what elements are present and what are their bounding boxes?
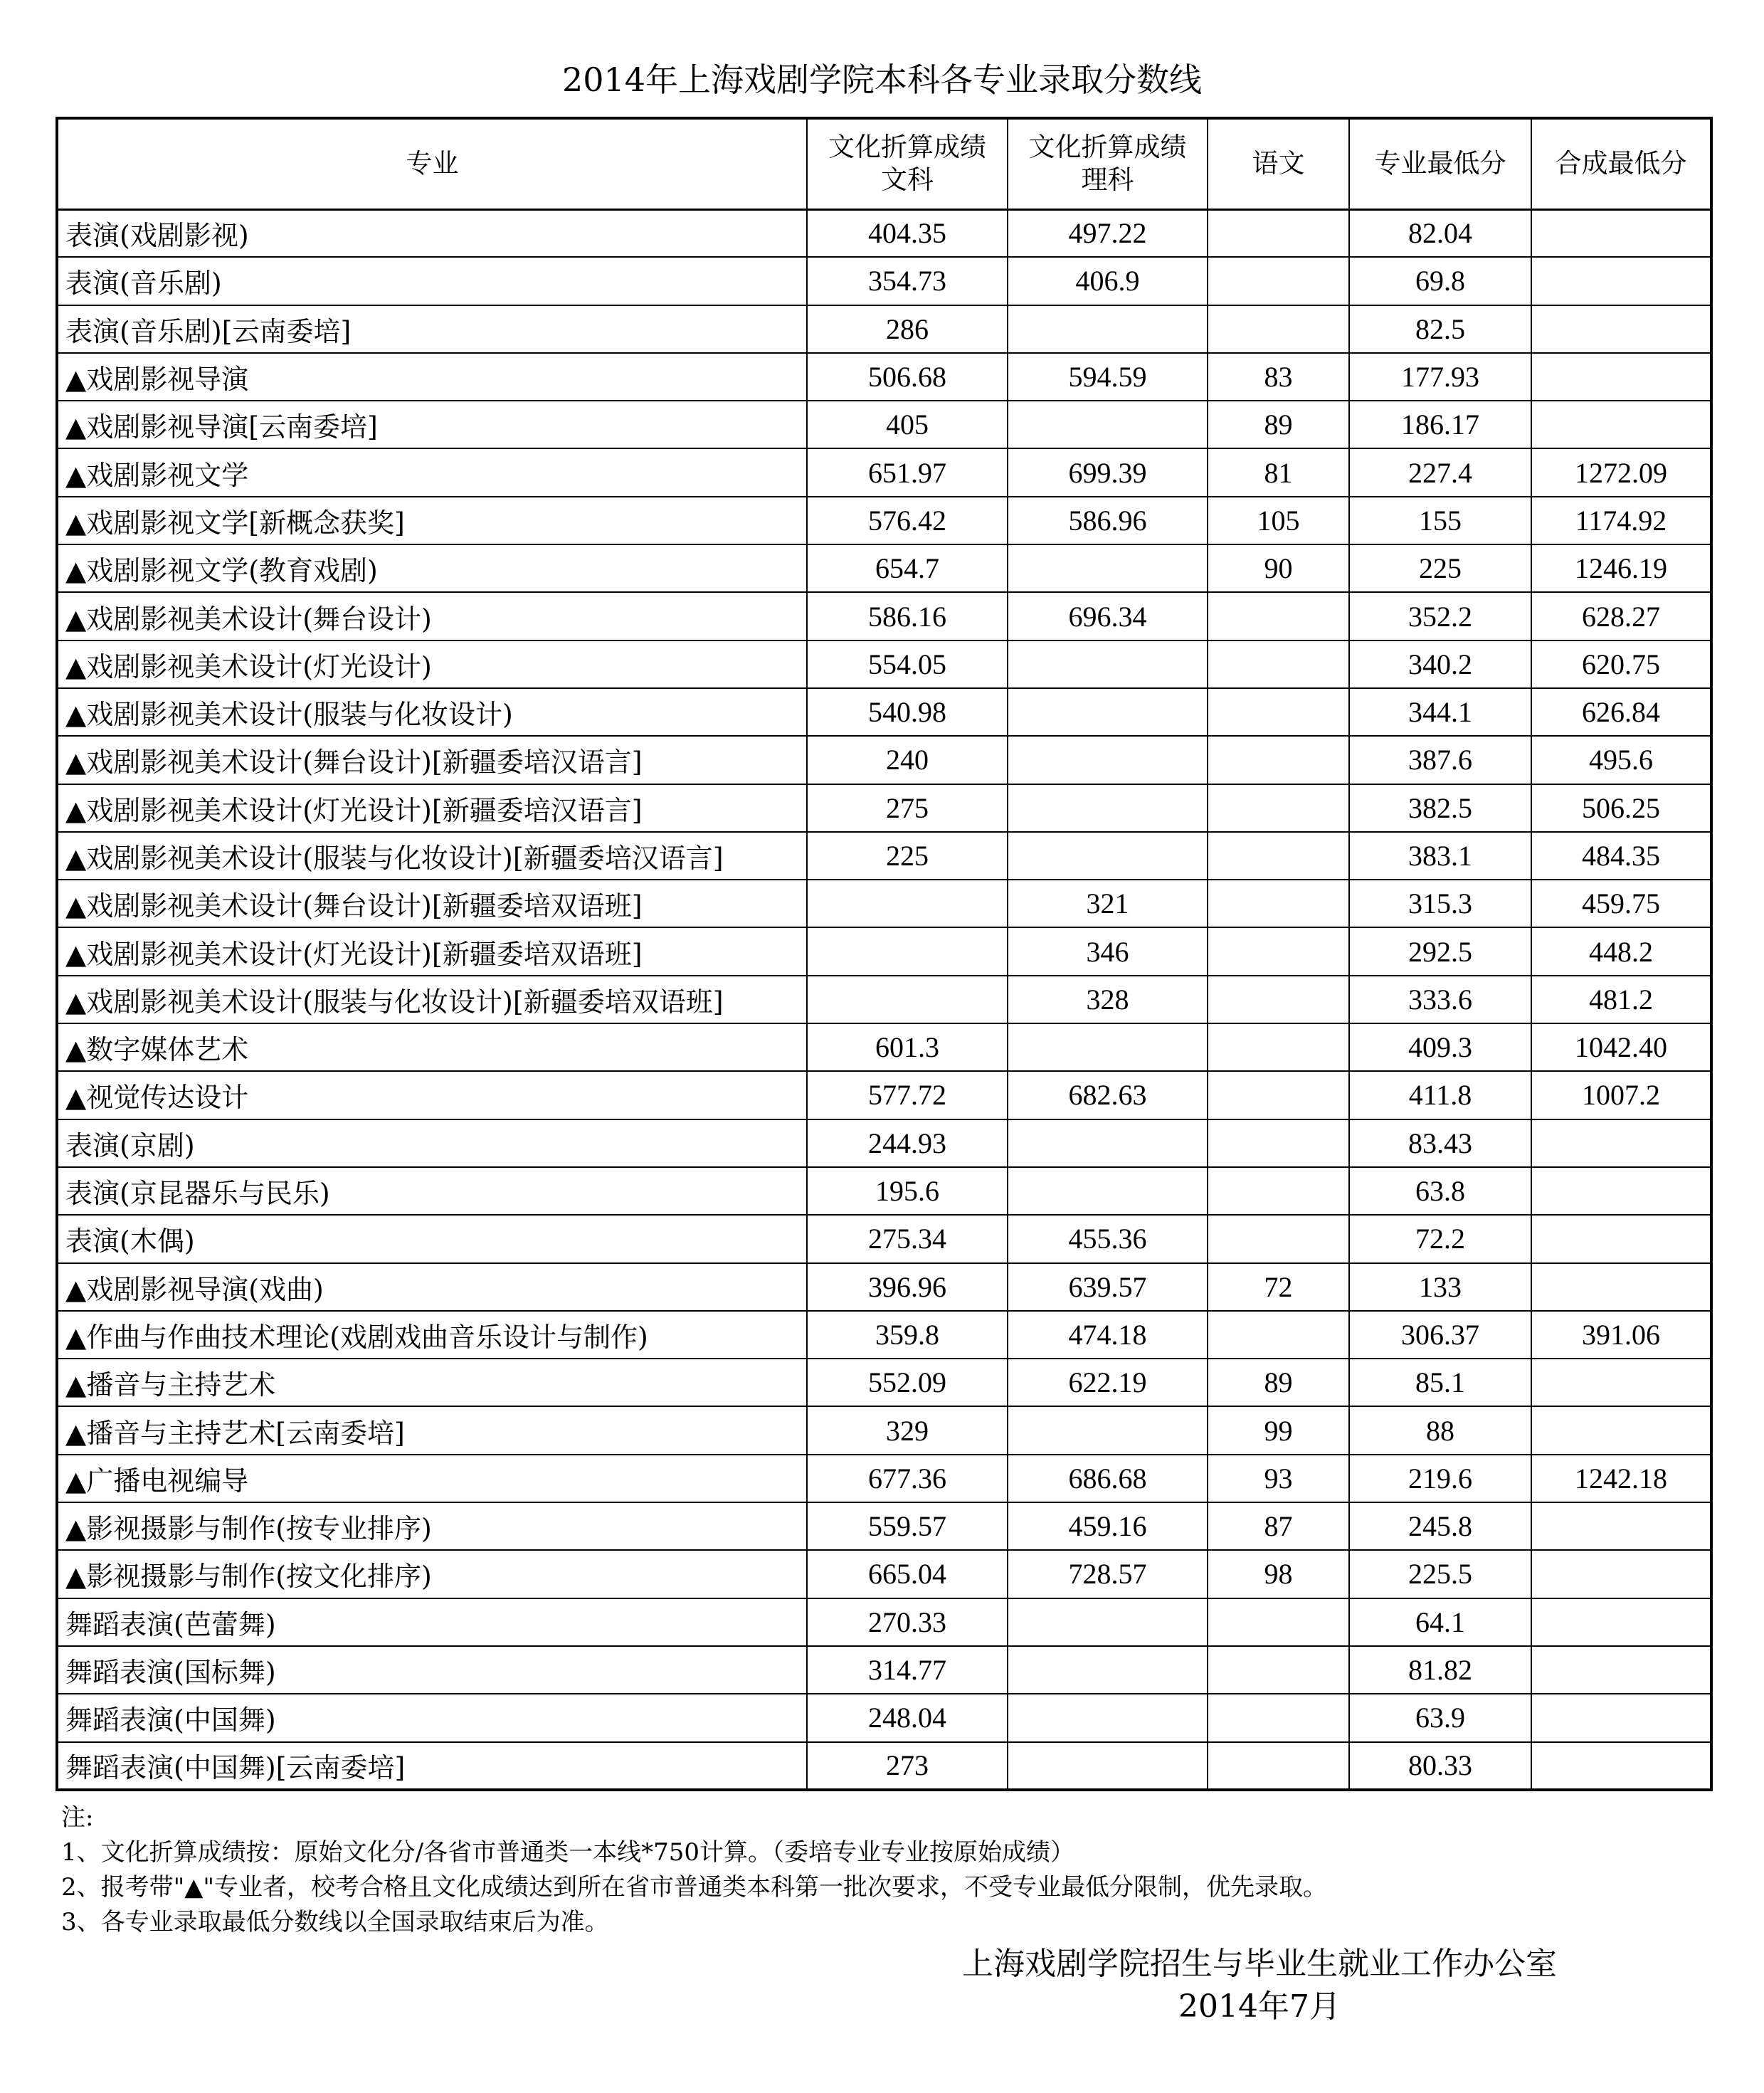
major-cell: ▲播音与主持艺术[云南委培] [57, 1406, 807, 1454]
major-cell: 表演(音乐剧) [57, 257, 807, 305]
chinese-cell: 81 [1208, 448, 1349, 496]
culture-arts-cell: 540.98 [807, 688, 1008, 736]
table-row [57, 1119, 1711, 1167]
chinese-cell: 89 [1208, 401, 1349, 448]
culture-arts-cell [807, 927, 1008, 975]
table-row [57, 257, 1711, 305]
culture-arts-cell: 275 [807, 784, 1008, 832]
culture-science-cell: 699.39 [1008, 448, 1208, 496]
chinese-cell [1208, 209, 1349, 257]
major-cell: ▲戏剧影视导演[云南委培] [57, 401, 807, 448]
culture-science-cell: 497.22 [1008, 209, 1208, 257]
culture-arts-cell: 286 [807, 305, 1008, 353]
culture-science-cell [1008, 1742, 1208, 1790]
major-min-cell: 352.2 [1349, 592, 1531, 640]
major-cell: ▲戏剧影视美术设计(灯光设计)[新疆委培双语班] [57, 927, 807, 975]
chinese-cell [1208, 1598, 1349, 1646]
culture-arts-cell: 405 [807, 401, 1008, 448]
note-item-2: 2、报考带"▲"专业者，校考合格且文化成绩达到所在省市普通类本科第一批次要求，不受专业最低分限制，优先录取。 [61, 1873, 1328, 1902]
culture-arts-cell: 586.16 [807, 592, 1008, 640]
major-cell: 舞蹈表演(芭蕾舞) [57, 1598, 807, 1646]
major-min-cell: 315.3 [1349, 880, 1531, 927]
table-row [57, 544, 1711, 592]
culture-arts-cell [807, 880, 1008, 927]
table-row [57, 1263, 1711, 1311]
notes-heading: 注: [61, 1803, 94, 1832]
major-min-cell: 80.33 [1349, 1742, 1531, 1790]
culture-science-cell: 328 [1008, 976, 1208, 1023]
chinese-cell [1208, 640, 1349, 688]
major-cell: ▲戏剧影视文学 [57, 448, 807, 496]
chinese-cell [1208, 880, 1349, 927]
combined-min-cell [1531, 1406, 1711, 1454]
chinese-cell [1208, 736, 1349, 784]
major-min-cell: 186.17 [1349, 401, 1531, 448]
culture-science-cell [1008, 1646, 1208, 1694]
culture-arts-cell: 270.33 [807, 1598, 1008, 1646]
culture-arts-cell: 404.35 [807, 209, 1008, 257]
combined-min-cell [1531, 1119, 1711, 1167]
combined-min-cell: 626.84 [1531, 688, 1711, 736]
major-cell: ▲戏剧影视文学(教育戏剧) [57, 544, 807, 592]
culture-science-cell: 459.16 [1008, 1502, 1208, 1550]
table-row [57, 1455, 1711, 1502]
culture-science-cell: 455.36 [1008, 1215, 1208, 1262]
culture-arts-cell [807, 976, 1008, 1023]
major-min-cell: 225 [1349, 544, 1531, 592]
chinese-cell [1208, 784, 1349, 832]
combined-min-cell [1531, 305, 1711, 353]
culture-arts-cell: 506.68 [807, 353, 1008, 401]
chinese-cell [1208, 927, 1349, 975]
major-min-cell: 292.5 [1349, 927, 1531, 975]
culture-arts-cell: 654.7 [807, 544, 1008, 592]
combined-min-cell [1531, 1694, 1711, 1741]
major-cell: ▲戏剧影视美术设计(灯光设计)[新疆委培汉语言] [57, 784, 807, 832]
culture-arts-cell: 244.93 [807, 1119, 1008, 1167]
table-row [57, 1598, 1711, 1646]
combined-min-cell [1531, 1598, 1711, 1646]
culture-arts-cell: 248.04 [807, 1694, 1008, 1741]
major-cell: ▲戏剧影视美术设计(服装与化妆设计)[新疆委培双语班] [57, 976, 807, 1023]
chinese-cell: 83 [1208, 353, 1349, 401]
culture-arts-cell: 314.77 [807, 1646, 1008, 1694]
major-min-cell: 83.43 [1349, 1119, 1531, 1167]
combined-min-cell: 481.2 [1531, 976, 1711, 1023]
table-row [57, 353, 1711, 401]
culture-science-cell [1008, 305, 1208, 353]
major-min-cell: 344.1 [1349, 688, 1531, 736]
culture-arts-cell: 273 [807, 1742, 1008, 1790]
combined-min-cell [1531, 1502, 1711, 1550]
issuer-block [918, 1943, 1601, 2028]
culture-science-cell [1008, 1406, 1208, 1454]
major-min-cell: 155 [1349, 497, 1531, 544]
table-row [57, 1550, 1711, 1598]
major-cell: 舞蹈表演(中国舞) [57, 1694, 807, 1741]
culture-science-cell: 406.9 [1008, 257, 1208, 305]
chinese-cell [1208, 1167, 1349, 1215]
major-cell: ▲戏剧影视导演 [57, 353, 807, 401]
culture-science-cell: 686.68 [1008, 1455, 1208, 1502]
combined-min-cell [1531, 1215, 1711, 1262]
header-culture-science: 文化折算成绩 理科 [1008, 118, 1208, 209]
culture-science-cell [1008, 736, 1208, 784]
major-min-cell: 245.8 [1349, 1502, 1531, 1550]
table-row [57, 736, 1711, 784]
major-cell: ▲戏剧影视美术设计(灯光设计) [57, 640, 807, 688]
combined-min-cell: 506.25 [1531, 784, 1711, 832]
culture-arts-cell: 329 [807, 1406, 1008, 1454]
major-min-cell: 133 [1349, 1263, 1531, 1311]
culture-science-cell: 682.63 [1008, 1071, 1208, 1119]
major-min-cell: 85.1 [1349, 1359, 1531, 1406]
issue-date: 2014年7月 [1178, 1988, 1341, 2025]
table-row [57, 880, 1711, 927]
combined-min-cell: 459.75 [1531, 880, 1711, 927]
chinese-cell [1208, 688, 1349, 736]
culture-science-cell [1008, 1167, 1208, 1215]
culture-science-cell [1008, 1694, 1208, 1741]
chinese-cell [1208, 1646, 1349, 1694]
chinese-cell [1208, 1694, 1349, 1741]
major-min-cell: 72.2 [1349, 1215, 1531, 1262]
combined-min-cell [1531, 257, 1711, 305]
combined-min-cell [1531, 401, 1711, 448]
culture-science-cell: 346 [1008, 927, 1208, 975]
major-min-cell: 387.6 [1349, 736, 1531, 784]
major-cell: 舞蹈表演(中国舞)[云南委培] [57, 1742, 807, 1790]
major-cell: ▲戏剧影视美术设计(服装与化妆设计)[新疆委培汉语言] [57, 832, 807, 880]
chinese-cell: 105 [1208, 497, 1349, 544]
chinese-cell [1208, 1311, 1349, 1359]
culture-science-cell: 321 [1008, 880, 1208, 927]
culture-science-cell: 474.18 [1008, 1311, 1208, 1359]
major-cell: ▲戏剧影视美术设计(舞台设计) [57, 592, 807, 640]
major-cell: ▲戏剧影视导演(戏曲) [57, 1263, 807, 1311]
culture-arts-cell: 665.04 [807, 1550, 1008, 1598]
culture-science-cell: 594.59 [1008, 353, 1208, 401]
combined-min-cell: 628.27 [1531, 592, 1711, 640]
chinese-cell: 89 [1208, 1359, 1349, 1406]
table-row [57, 497, 1711, 544]
major-min-cell: 69.8 [1349, 257, 1531, 305]
table-row [57, 688, 1711, 736]
culture-arts-cell: 275.34 [807, 1215, 1008, 1262]
major-cell: 表演(音乐剧)[云南委培] [57, 305, 807, 353]
chinese-cell [1208, 832, 1349, 880]
header-culture-arts: 文化折算成绩 文科 [807, 118, 1008, 209]
major-cell: ▲戏剧影视文学[新概念获奖] [57, 497, 807, 544]
major-cell: ▲戏剧影视美术设计(舞台设计)[新疆委培双语班] [57, 880, 807, 927]
major-min-cell: 88 [1349, 1406, 1531, 1454]
header-major: 专业 [57, 118, 807, 209]
chinese-cell [1208, 257, 1349, 305]
culture-arts-cell: 354.73 [807, 257, 1008, 305]
table-row [57, 209, 1711, 257]
major-cell: ▲影视摄影与制作(按文化排序) [57, 1550, 807, 1598]
admission-score-table [56, 117, 1713, 1791]
combined-min-cell: 1246.19 [1531, 544, 1711, 592]
culture-science-cell [1008, 401, 1208, 448]
major-min-cell: 227.4 [1349, 448, 1531, 496]
major-min-cell: 306.37 [1349, 1311, 1531, 1359]
header-major-min: 专业最低分 [1349, 118, 1531, 209]
combined-min-cell [1531, 1742, 1711, 1790]
table-row [57, 784, 1711, 832]
major-min-cell: 340.2 [1349, 640, 1531, 688]
major-min-cell: 409.3 [1349, 1023, 1531, 1071]
chinese-cell [1208, 1023, 1349, 1071]
culture-arts-cell: 396.96 [807, 1263, 1008, 1311]
major-min-cell: 411.8 [1349, 1071, 1531, 1119]
chinese-cell [1208, 592, 1349, 640]
culture-science-cell: 586.96 [1008, 497, 1208, 544]
table-row [57, 927, 1711, 975]
table-row [57, 1023, 1711, 1071]
table-row [57, 832, 1711, 880]
culture-science-cell [1008, 784, 1208, 832]
note-item-1: 1、文化折算成绩按：原始文化分/各省市普通类一本线*750计算。（委培专业专业按原始成绩） [61, 1838, 1074, 1867]
chinese-cell [1208, 1215, 1349, 1262]
major-cell: ▲戏剧影视美术设计(服装与化妆设计) [57, 688, 807, 736]
major-min-cell: 383.1 [1349, 832, 1531, 880]
chinese-cell [1208, 1119, 1349, 1167]
major-min-cell: 63.9 [1349, 1694, 1531, 1741]
chinese-cell [1208, 976, 1349, 1023]
major-min-cell: 382.5 [1349, 784, 1531, 832]
chinese-cell: 98 [1208, 1550, 1349, 1598]
major-cell: ▲广播电视编导 [57, 1455, 807, 1502]
table-row [57, 448, 1711, 496]
culture-arts-cell: 225 [807, 832, 1008, 880]
culture-arts-cell: 651.97 [807, 448, 1008, 496]
combined-min-cell [1531, 1359, 1711, 1406]
culture-science-cell [1008, 1023, 1208, 1071]
combined-min-cell [1531, 1550, 1711, 1598]
major-min-cell: 219.6 [1349, 1455, 1531, 1502]
combined-min-cell: 1007.2 [1531, 1071, 1711, 1119]
table-row [57, 1359, 1711, 1406]
major-min-cell: 177.93 [1349, 353, 1531, 401]
culture-arts-cell: 677.36 [807, 1455, 1008, 1502]
major-min-cell: 81.82 [1349, 1646, 1531, 1694]
chinese-cell: 99 [1208, 1406, 1349, 1454]
combined-min-cell: 1042.40 [1531, 1023, 1711, 1071]
table-row [57, 401, 1711, 448]
major-min-cell: 225.5 [1349, 1550, 1531, 1598]
combined-min-cell: 448.2 [1531, 927, 1711, 975]
table-row [57, 1215, 1711, 1262]
culture-science-cell: 696.34 [1008, 592, 1208, 640]
issuer-office: 上海戏剧学院招生与毕业生就业工作办公室 [962, 1946, 1557, 1982]
major-min-cell: 333.6 [1349, 976, 1531, 1023]
culture-science-cell [1008, 688, 1208, 736]
table-row [57, 976, 1711, 1023]
chinese-cell: 87 [1208, 1502, 1349, 1550]
table-row [57, 1742, 1711, 1790]
combined-min-cell: 1272.09 [1531, 448, 1711, 496]
culture-science-cell: 728.57 [1008, 1550, 1208, 1598]
major-cell: 表演(京昆器乐与民乐) [57, 1167, 807, 1215]
culture-science-cell [1008, 640, 1208, 688]
table-row [57, 1646, 1711, 1694]
major-min-cell: 64.1 [1349, 1598, 1531, 1646]
table-row [57, 592, 1711, 640]
major-cell: ▲影视摄影与制作(按专业排序) [57, 1502, 807, 1550]
culture-arts-cell: 195.6 [807, 1167, 1008, 1215]
combined-min-cell [1531, 1646, 1711, 1694]
culture-arts-cell: 554.05 [807, 640, 1008, 688]
combined-min-cell: 484.35 [1531, 832, 1711, 880]
header-combined-min: 合成最低分 [1531, 118, 1711, 209]
culture-science-cell: 639.57 [1008, 1263, 1208, 1311]
combined-min-cell: 495.6 [1531, 736, 1711, 784]
major-cell: ▲视觉传达设计 [57, 1071, 807, 1119]
note-item-3: 3、各专业录取最低分数线以全国录取结束后为准。 [61, 1908, 609, 1936]
combined-min-cell [1531, 353, 1711, 401]
chinese-cell: 72 [1208, 1263, 1349, 1311]
chinese-cell: 90 [1208, 544, 1349, 592]
major-cell: ▲作曲与作曲技术理论(戏剧戏曲音乐设计与制作) [57, 1311, 807, 1359]
culture-arts-cell: 552.09 [807, 1359, 1008, 1406]
combined-min-cell [1531, 1263, 1711, 1311]
major-cell: ▲播音与主持艺术 [57, 1359, 807, 1406]
chinese-cell: 93 [1208, 1455, 1349, 1502]
culture-arts-cell: 559.57 [807, 1502, 1008, 1550]
culture-arts-cell: 601.3 [807, 1023, 1008, 1071]
chinese-cell [1208, 1742, 1349, 1790]
major-cell: 表演(木偶) [57, 1215, 807, 1262]
table-row [57, 1694, 1711, 1741]
major-cell: 表演(京剧) [57, 1119, 807, 1167]
table-row [57, 640, 1711, 688]
header-chinese: 语文 [1208, 118, 1349, 209]
culture-science-cell [1008, 1598, 1208, 1646]
table-row [57, 1406, 1711, 1454]
culture-science-cell [1008, 544, 1208, 592]
chinese-cell [1208, 305, 1349, 353]
combined-min-cell [1531, 209, 1711, 257]
combined-min-cell: 391.06 [1531, 1311, 1711, 1359]
major-min-cell: 63.8 [1349, 1167, 1531, 1215]
culture-science-cell [1008, 832, 1208, 880]
combined-min-cell: 1242.18 [1531, 1455, 1711, 1502]
chinese-cell [1208, 1071, 1349, 1119]
major-cell: 舞蹈表演(国标舞) [57, 1646, 807, 1694]
table-row [57, 1167, 1711, 1215]
combined-min-cell: 1174.92 [1531, 497, 1711, 544]
table-row [57, 1502, 1711, 1550]
table-row [57, 305, 1711, 353]
major-min-cell: 82.04 [1349, 209, 1531, 257]
major-cell: ▲戏剧影视美术设计(舞台设计)[新疆委培汉语言] [57, 736, 807, 784]
table-body [57, 209, 1711, 1790]
major-min-cell: 82.5 [1349, 305, 1531, 353]
table-row [57, 1311, 1711, 1359]
page-title: 2014年上海戏剧学院本科各专业录取分数线 [561, 60, 1203, 99]
notes-section [61, 1801, 1712, 1940]
table-header-row [57, 118, 1711, 209]
culture-arts-cell: 577.72 [807, 1071, 1008, 1119]
combined-min-cell: 620.75 [1531, 640, 1711, 688]
combined-min-cell [1531, 1167, 1711, 1215]
culture-arts-cell: 576.42 [807, 497, 1008, 544]
major-cell: 表演(戏剧影视) [57, 209, 807, 257]
table-row [57, 1071, 1711, 1119]
culture-arts-cell: 359.8 [807, 1311, 1008, 1359]
culture-science-cell [1008, 1119, 1208, 1167]
major-cell: ▲数字媒体艺术 [57, 1023, 807, 1071]
culture-arts-cell: 240 [807, 736, 1008, 784]
culture-science-cell: 622.19 [1008, 1359, 1208, 1406]
